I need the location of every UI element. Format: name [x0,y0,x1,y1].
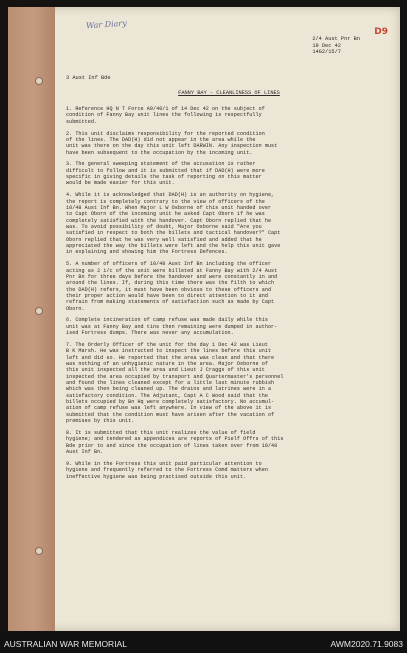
punch-hole [35,547,43,555]
binding-strip [8,7,55,631]
footer-accession-number: AWM2020.71.9083 [330,639,403,649]
footer-institution: AUSTRALIAN WAR MEMORIAL [4,639,127,649]
paragraph-3: 3. The general sweeping statement of the accusation is rather difficult to follow and it is submitted that if DAD(H) were more specific in giving details the task of reporting on this matter would be made easier for this unit. [66,161,265,187]
archive-footer [0,631,407,653]
addressee: 3 Aust Inf Bde [66,75,111,81]
paragraph-9: 9. While in the Fortress this unit paid particular attention to hygiene and frequently referred to the Fortress Comd matters when ineffective hygiene was being practised outside this unit. [66,460,268,480]
paragraph-2: 2. This unit disclaims responsibility for the reported condition of the lines. The DAD(H) did not appear in the area while the unit was there on the day this unit left DARWIN. Any inspection must have been subsequent to the occupation by the incoming unit. [66,130,278,156]
body-paragraphs [66,106,392,485]
document-title: FANNY BAY - CLEANLINESS OF LINES [178,90,280,96]
paragraph-7: 7. The Orderly Officer of the unit for the day 1 Dec 42 was Lieut B K Marsh. He was instructed to inspect the lines before this unit left and did so. He reported that the area was clean and that there was nothing of an unhygienic nature in the area. Major Osborne of this unit inspected all the area and Lieut J Craggs of this unit inspected the area occupied by transport and Quartermaster's personnel and found the lines cleaned except for a little last minute rubbish which was then being cleaned up. The drains and latrines were in a satisfactory condition. The Adjutant, Capt A C Wood said that the billets occupied by Bn Hq were completely satisfactory. No accumul- ation of camp refuse was left anywhere. In view of the above it is submitted that the condition must have arisen after the vacation of premises by this unit. [66,342,284,425]
punch-hole [35,307,43,315]
paragraph-5: 5. A number of officers of 10/48 Aust Inf Bn including the officer acting as 2 i/c of the unit were billeted at Fanny Bay with 2/4 Aust Pnr Bn for three days before the handover and were constantly in and around the lines. If, during this time there was the filth to which the DAD(H) refers, it must have been obvious to these officers and their proper action would have been to direct attention to it and refrain from making statements of satisfaction such as made by Capt Oborn. [66,261,278,312]
paragraph-8: 8. It is submitted that this unit realizes the value of field hygiene; and tendered as appendices are reports of Pielf Offrs of this Bde prior to and since the occupation of lines taken over from 10/48 Aust Inf Bn. [66,429,284,455]
letter-header [312,36,360,56]
handwritten-note: War Diary [85,18,128,31]
header-reference: 14G2/15/7 [312,49,341,56]
paragraph-1: 1. Reference HQ N T Force A9/40/1 of 14 Dec 42 on the subject of condition of Fanny Bay unit lines the following is respectfully submitted. [66,106,265,125]
document-page [8,7,400,631]
paragraph-4: 4. While it is acknowledged that DAD(H) is an authority on hygiene, the report is completely contrary to the view of officers of the 10/48 Aust Inf Bn. When Major L W Osborne of this unit handed over to Capt Oborn of the incoming unit he asked Capt Oborn if he was completely satisfied with the handover. Capt Oborn replied that he was. To avoid possibility of doubt, Major Osborne said "Are you satisfied in respect to both the billets and tactical handover?" Capt Oborn replied that he was very well satisfied and added that he appreciated the way the billets were left and the help this unit gave in explaining and showing him the Fortress Defences. [66,192,281,256]
header-date: 19 Dec 42 [312,42,341,49]
red-stamp: D9 [374,27,388,37]
paragraph-6: 6. Complete incineration of camp refuse was made daily while this unit was at Fanny Bay and tins then remaining were dumped in author- ised Fortress dumps. There was never any accumulation. [66,317,278,337]
punch-hole [35,77,43,85]
header-unit: 2/4 Aust Pnr Bn [312,36,360,42]
